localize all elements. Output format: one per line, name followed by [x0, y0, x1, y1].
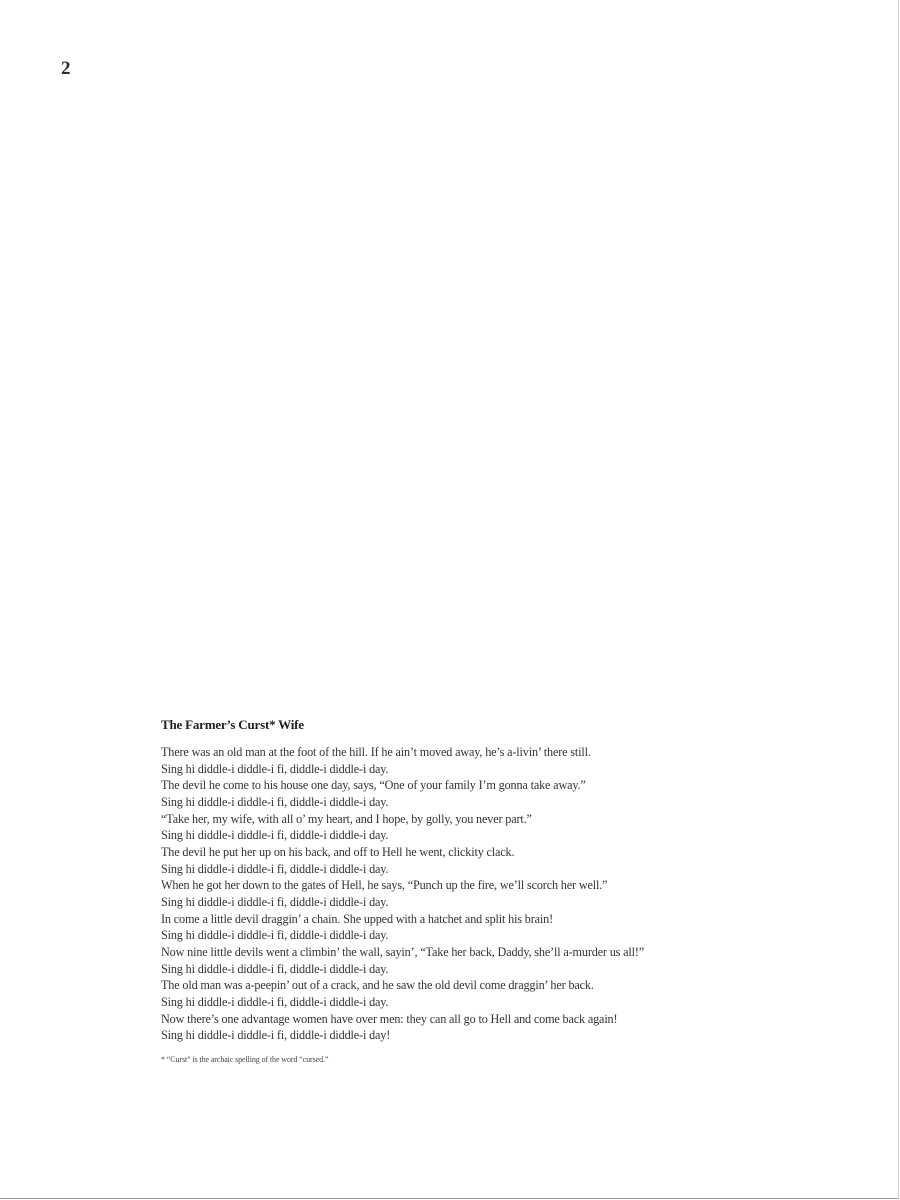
lyric-line: In come a little devil draggin’ a chain. She upped with a hatchet and split his brain! — [161, 911, 553, 926]
lyric-line: Sing hi diddle-i diddle-i fi, diddle-i diddle-i day. — [161, 794, 389, 809]
lyric-line: There was an old man at the foot of the hill. If he ain’t moved away, he’s a-livin’ there still. — [161, 745, 591, 759]
lyric-line: Now there’s one advantage women have over men: they can all go to Hell and come back again! — [161, 1011, 618, 1026]
lyric-line: Sing hi diddle-i diddle-i fi, diddle-i diddle-i day. — [161, 961, 389, 976]
lyric-line: “Take her, my wife, with all o’ my heart, and I hope, by golly, you never part.” — [161, 811, 532, 826]
song-section — [161, 717, 801, 1064]
lyric-line: Sing hi diddle-i diddle-i fi, diddle-i diddle-i day. — [161, 894, 389, 909]
lyric-line: Sing hi diddle-i diddle-i fi, diddle-i diddle-i day. — [161, 994, 389, 1009]
lyric-line: Sing hi diddle-i diddle-i fi, diddle-i diddle-i day! — [161, 1028, 391, 1043]
lyric-line: Now nine little devils went a climbin’ the wall, sayin’, “Take her back, Daddy, she’ll a-murder us all!” — [161, 944, 645, 959]
lyric-line: The devil he come to his house one day, says, “One of your family I’m gonna take away.” — [161, 778, 586, 793]
song-title: The Farmer’s Curst* Wife — [161, 717, 304, 732]
lyric-line: Sing hi diddle-i diddle-i fi, diddle-i diddle-i day. — [161, 928, 389, 943]
lyric-line: The old man was a-peepin’ out of a crack, and he saw the old devil come draggin’ her back. — [161, 978, 594, 993]
lyric-line: Sing hi diddle-i diddle-i fi, diddle-i diddle-i day. — [161, 828, 389, 843]
footnote: * “Curst” is the archaic spelling of the word “cursed.” — [161, 1054, 329, 1064]
lyric-line: When he got her down to the gates of Hell, he says, “Punch up the fire, we’ll scorch her well.” — [161, 878, 608, 893]
lyrics-list — [161, 744, 801, 1044]
lyric-line: Sing hi diddle-i diddle-i fi, diddle-i diddle-i day. — [161, 761, 389, 776]
lyric-line: Sing hi diddle-i diddle-i fi, diddle-i diddle-i day. — [161, 861, 389, 876]
page-number: 2 — [61, 58, 71, 79]
lyric-line: The devil he put her up on his back, and off to Hell he went, clickity clack. — [161, 844, 515, 859]
